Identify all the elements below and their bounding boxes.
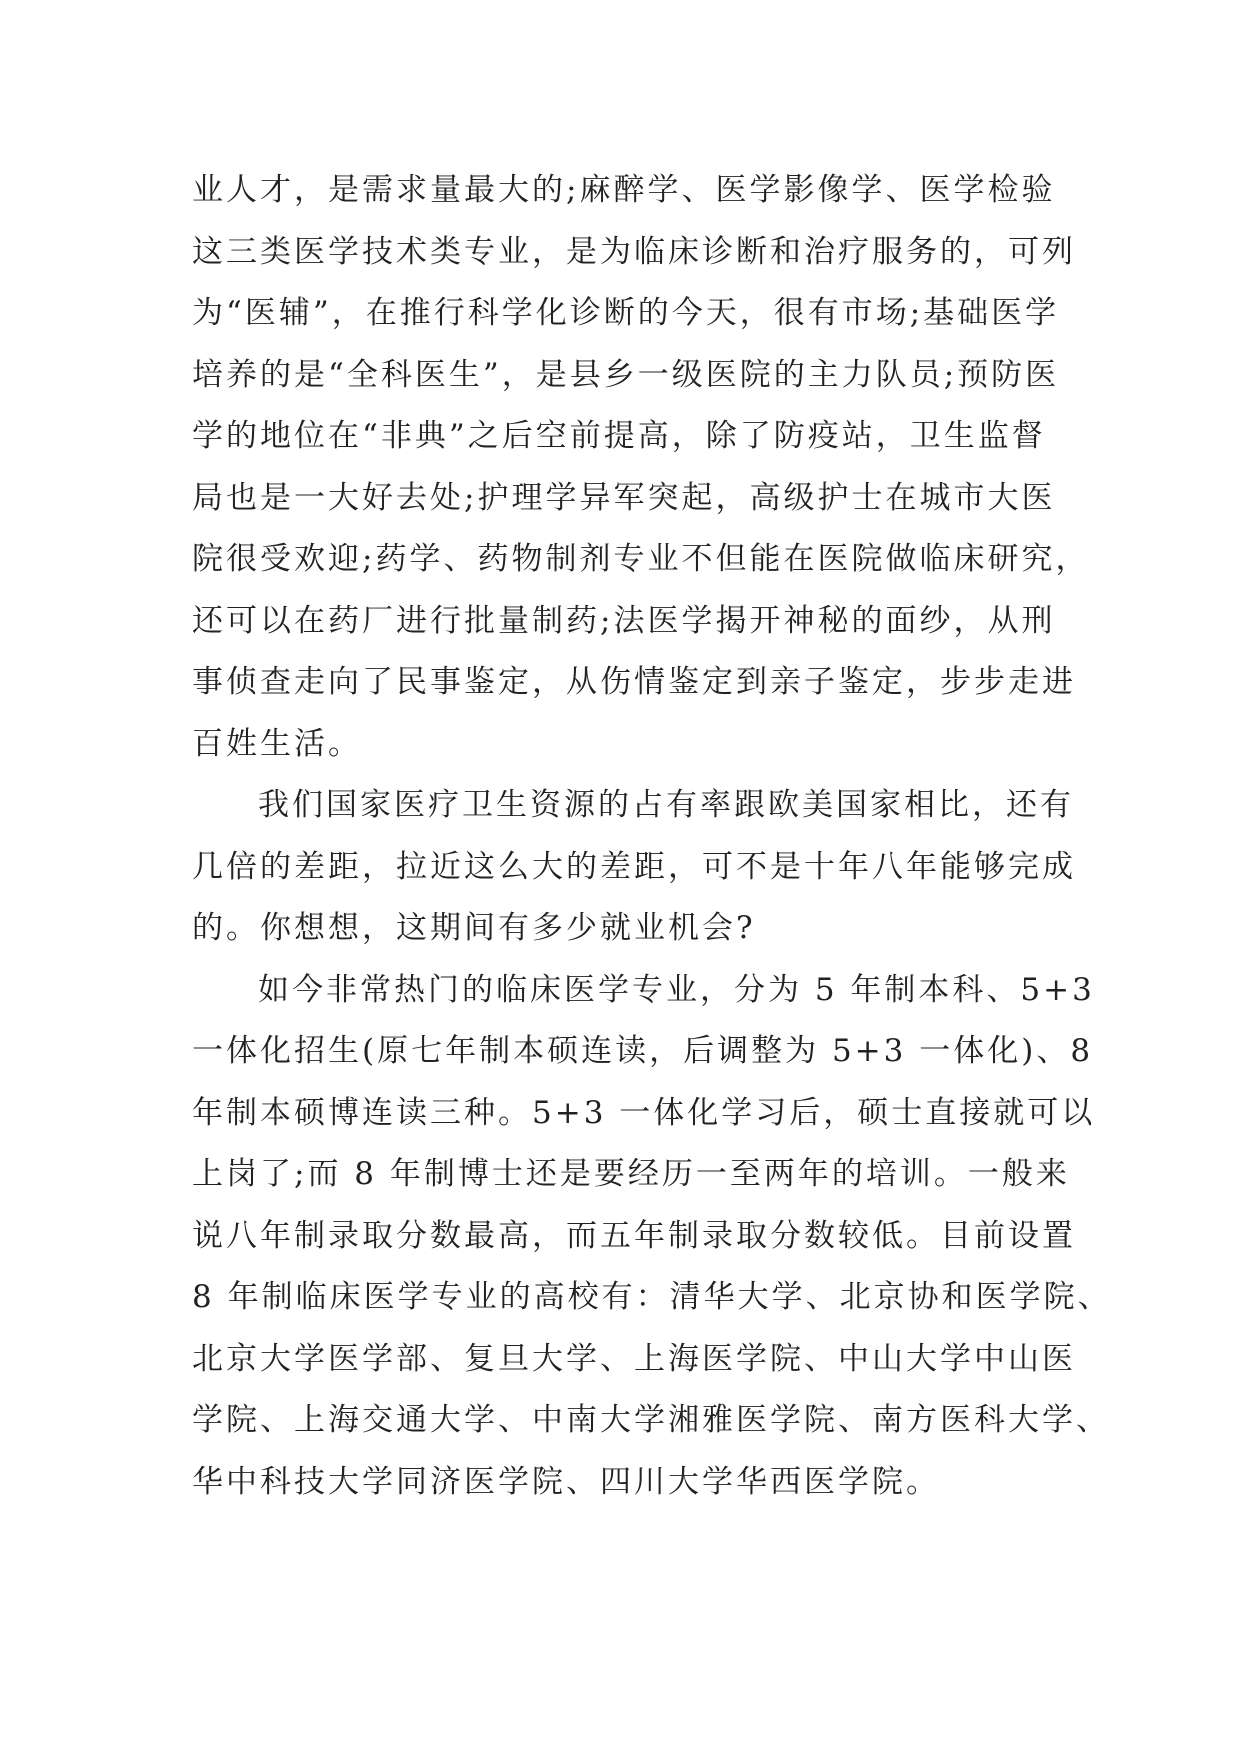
- paragraph-line: 培养的是“全科医生”，是县乡一级医院的主力队员;预防医: [192, 356, 1060, 393]
- paragraph-line: 我们国家医疗卫生资源的占有率跟欧美国家相比，还有: [258, 787, 1074, 823]
- paragraph-line: 这三类医学技术类专业，是为临床诊断和治疗服务的，可列: [192, 233, 1076, 270]
- paragraph-line: 百姓生活。: [192, 725, 362, 762]
- paragraph-line: 局也是一大好去处;护理学异军突起，高级护士在城市大医: [192, 479, 1056, 516]
- paragraph-line: 华中科技大学同济医学院、四川大学华西医学院。: [192, 1463, 940, 1500]
- paragraph-line: 几倍的差距，拉近这么大的差距，可不是十年八年能够完成: [192, 848, 1076, 885]
- paragraph-line: 学的地位在“非典”之后空前提高，除了防疫站，卫生监督: [192, 418, 1046, 454]
- paragraph-line: 还可以在药厂进行批量制药;法医学揭开神秘的面纱，从刑: [192, 602, 1056, 639]
- paragraph-3: [192, 960, 1112, 1514]
- paragraph-line: 学院、上海交通大学、中南大学湘雅医学院、南方医科大学、: [192, 1402, 1110, 1438]
- paragraph-line: 如今非常热门的临床医学专业，分为 5 年制本科、5+3: [258, 971, 1095, 1008]
- document-body: [192, 160, 1112, 1513]
- paragraph-line: 北京大学医学部、复旦大学、上海医学院、中山大学中山医: [192, 1340, 1076, 1377]
- paragraph-1: [192, 160, 1090, 775]
- paragraph-line: 年制本硕博连读三种。5+3 一体化学习后，硕士直接就可以: [192, 1094, 1096, 1131]
- paragraph-line: 为“医辅”，在推行科学化诊断的今天，很有市场;基础医学: [192, 295, 1060, 331]
- paragraph-2: [192, 775, 1076, 960]
- paragraph-line: 院很受欢迎;药学、药物制剂专业不但能在医院做临床研究，: [192, 541, 1090, 577]
- paragraph-line: 的。你想想，这期间有多少就业机会?: [192, 910, 756, 946]
- paragraph-line: 事侦查走向了民事鉴定，从伤情鉴定到亲子鉴定，步步走进: [192, 664, 1076, 700]
- paragraph-line: 8 年制临床医学专业的高校有：清华大学、北京协和医学院、: [192, 1279, 1112, 1315]
- paragraph-line: 业人才，是需求量最大的;麻醉学、医学影像学、医学检验: [192, 172, 1056, 208]
- paragraph-line: 说八年制录取分数最高，而五年制录取分数较低。目前设置: [192, 1217, 1076, 1254]
- paragraph-line: 上岗了;而 8 年制博士还是要经历一至两年的培训。一般来: [192, 1156, 1070, 1192]
- paragraph-line: 一体化招生(原七年制本硕连读，后调整为 5+3 一体化)、8: [192, 1033, 1094, 1069]
